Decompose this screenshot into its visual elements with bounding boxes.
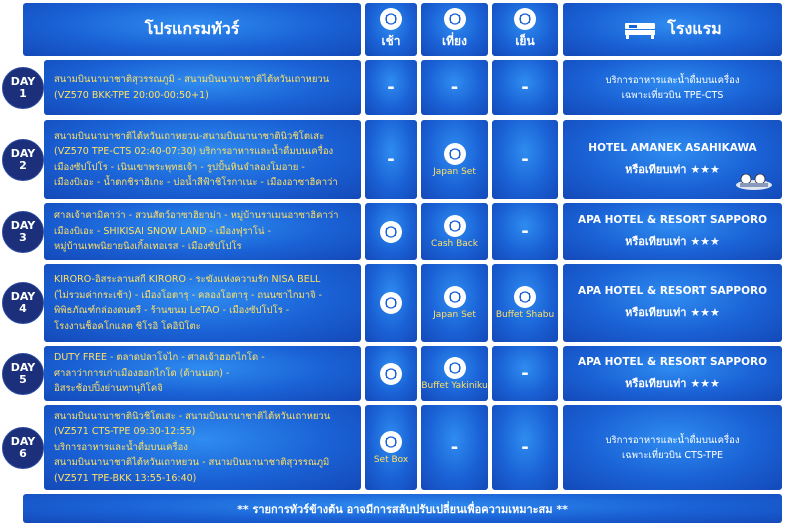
program-line: DUTY FREE - ตลาดปลาโจไก - ศาลเจ้าฮอกไกโด - [54, 352, 265, 364]
plate-cutlery-icon [444, 215, 466, 237]
program-line: (VZ571 TPE-BKK 13:55-16:40) [54, 472, 197, 484]
program-line: สนามบินนานาชาติสุวรรณภูมิ - สนามบินนานาชาติไต้หวันเถาหยวน [54, 74, 330, 85]
program-line: (VZ571 CTS-TPE 09:30-12:55) [54, 426, 196, 438]
header-program-label: โปรแกรมทัวร์ [144, 19, 240, 38]
meal-dinner [492, 60, 558, 115]
meal-caption: Buffet Yakiniku [421, 380, 488, 391]
meal-none: - [450, 437, 459, 458]
meal-lunch [421, 60, 488, 115]
plate-cutlery-icon [444, 143, 466, 165]
program-cell [44, 120, 361, 199]
program-line: สนามบินนานาชาติไต้หวันเถาหยวน - สนามบินนานาชาติสุวรรณภูมิ [54, 457, 330, 469]
program-line: หมู่บ้านเทพนิยายนิงเกิ้ลเทอเรส - เมืองซัปโปโร [54, 241, 242, 253]
meal-caption: Japan Set [433, 310, 476, 320]
program-line: (VZ570 TPE-CTS 02:40-07:30) บริการอาหารและน้ำดื่มบนเครื่อง [54, 146, 334, 157]
hotel-stars: หรือเทียบเท่า ★★★ [625, 234, 720, 248]
header-dinner [492, 3, 558, 56]
day-label: DAY [10, 74, 36, 88]
header-breakfast [365, 3, 417, 56]
meal-breakfast [365, 405, 417, 490]
day-label: DAY [10, 360, 36, 374]
meal-lunch [421, 203, 488, 260]
plate-cutlery-icon [444, 286, 466, 308]
day-number: 2 [19, 158, 27, 172]
program-line: พิพิธภัณฑ์กล่องดนตรี - ร้านขนม LeTAO - เมืองซัปโปโร - [54, 305, 290, 316]
day-badge [2, 427, 44, 469]
day-number: 5 [19, 372, 27, 386]
hotel-cell [563, 120, 782, 199]
plate-cutlery-icon [380, 8, 402, 30]
program-cell [44, 264, 361, 342]
hotel-name: APA HOTEL & RESORT SAPPORO [577, 355, 768, 368]
meal-dinner [492, 405, 558, 490]
meal-breakfast [365, 346, 417, 401]
day-number: 1 [19, 86, 27, 100]
header-program [23, 3, 361, 56]
program-line: สนามบินนานาชาตินิวชิโตเสะ - สนามบินนานาชาติไต้หวันเถาหยวน [54, 410, 331, 422]
hotel-stars: หรือเทียบเท่า ★★★ [625, 306, 720, 319]
meal-dinner [492, 203, 558, 260]
hotel-name: HOTEL AMANEK ASAHIKAWA [588, 141, 757, 154]
meal-caption: Japan Set [433, 166, 476, 177]
meal-lunch [421, 405, 488, 490]
meal-dinner [492, 264, 558, 342]
hotel-note: บริการอาหารและน้ำดื่มบนเครื่อง [605, 74, 740, 86]
program-line: เมืองซัปโปโร - เนินเขาพระพุทธเจ้า - รูปปั้นหินจำลองโมอาย - [54, 161, 305, 173]
day-badge [2, 67, 44, 109]
day-badge [2, 139, 44, 181]
hotel-name: APA HOTEL & RESORT SAPPORO [577, 285, 768, 297]
meal-caption: Buffet Shabu [495, 310, 555, 320]
program-line: เมืองบิเอะ - น้ำตกชิราฮิเกะ - บ่อน้ำสีฟ้าชิโรกาเนะ - เมืองอาซาฮิคาว่า [54, 177, 338, 188]
meal-breakfast [365, 203, 417, 260]
program-line: บริการอาหารและน้ำดื่มบนเครื่อง [54, 441, 188, 453]
meal-breakfast [365, 120, 417, 199]
program-cell [44, 346, 361, 401]
meal-none: - [387, 77, 395, 98]
hotel-stars: หรือเทียบเท่า ★★★ [625, 162, 720, 176]
meal-none: - [521, 221, 529, 242]
program-line: ศาลเจ้าคามิคาว่า - สวนสัตว์อาซาฮิยาม่า - หมู่บ้านราเมนอาซาฮิคาว่า [54, 210, 339, 222]
plate-cutlery-icon [444, 357, 466, 379]
header-hotel [563, 3, 782, 56]
day-number: 4 [19, 302, 27, 315]
footer-note [23, 494, 782, 523]
hotel-cell [563, 60, 782, 115]
program-line: สนามบินนานาชาติไต้หวันเถาหยวน-สนามบินนานาชาตินิวชิโตเสะ [54, 130, 325, 142]
meal-none: - [521, 149, 529, 170]
hot-spring-mascot-icon [734, 169, 774, 195]
hotel-cell [563, 346, 782, 401]
hotel-note: เฉพาะเที่ยวบิน TPE-CTS [621, 89, 724, 101]
hotel-name: APA HOTEL & RESORT SAPPORO [577, 213, 768, 226]
day-label: DAY [10, 218, 36, 232]
plate-cutlery-icon [380, 363, 402, 385]
day-number: 6 [19, 446, 27, 460]
meal-dinner [492, 346, 558, 401]
meal-breakfast [365, 264, 417, 342]
day-number: 3 [19, 230, 27, 244]
meal-none: - [450, 77, 459, 98]
header-breakfast-label: เช้า [381, 34, 401, 48]
header-lunch-label: เที่ยง [442, 34, 467, 48]
hotel-note: บริการอาหารและน้ำดื่มบนเครื่อง [605, 434, 740, 446]
day-label: DAY [10, 434, 36, 448]
program-line: (ไม่รวมค่ากระเช้า) - เมืองโอตารุ - คลองโอตารุ - ถนนซาไกมาจิ - [54, 289, 323, 301]
day-label: DAY [10, 290, 36, 303]
meal-dinner [492, 120, 558, 199]
program-line: (VZ570 BKK-TPE 20:00-00:50+1) [54, 89, 209, 101]
program-line: โรงงานช็อคโกแลต ชิโรอิ โคอิบิโตะ [54, 320, 201, 332]
program-cell [44, 203, 361, 260]
bed-icon [623, 19, 657, 41]
meal-none: - [521, 77, 529, 98]
plate-cutlery-icon [380, 431, 402, 453]
footer-text: ** รายการทัวร์ข้างต้น อาจมีการสลับปรับเปลี่ยนเพื่อความเหมาะสม ** [237, 502, 568, 516]
meal-caption: Set Box [373, 454, 409, 465]
program-line: ศาลาว่าการเก่าเมืองฮอกไกโด (ด้านนอก) - [54, 367, 230, 379]
day-badge [2, 282, 44, 324]
day-badge [2, 353, 44, 395]
header-lunch [421, 3, 488, 56]
meal-lunch [421, 264, 488, 342]
hotel-cell [563, 405, 782, 490]
day-badge [2, 211, 44, 253]
header-dinner-label: เย็น [515, 34, 535, 48]
hotel-note: เฉพาะเที่ยวบิน CTS-TPE [622, 449, 723, 461]
day-label: DAY [10, 146, 36, 160]
plate-cutlery-icon [514, 8, 536, 30]
program-line: KIRORO-อิสระลานสกี KIRORO - ระฆังแห่งความรัก NISA BELL [54, 274, 321, 285]
header-hotel-label: โรงแรม [667, 19, 722, 38]
plate-cutlery-icon [514, 286, 536, 308]
program-cell [44, 60, 361, 115]
program-cell [44, 405, 361, 490]
meal-none: - [521, 437, 529, 458]
program-line: เมืองบิเอะ - SHIKISAI SNOW LAND - เมืองฟุราโน่ - [54, 225, 271, 237]
hotel-cell [563, 203, 782, 260]
plate-cutlery-icon [380, 221, 402, 243]
hotel-cell [563, 264, 782, 342]
plate-cutlery-icon [380, 292, 402, 314]
meal-lunch [421, 346, 488, 401]
meal-none: - [521, 363, 529, 384]
meal-caption: Cash Back [431, 238, 478, 249]
plate-cutlery-icon [444, 8, 466, 30]
meal-none: - [387, 149, 395, 170]
program-line: อิสระช้อปปิ้งย่านทานุกิโคจิ [54, 383, 163, 395]
meal-lunch [421, 120, 488, 199]
meal-breakfast [365, 60, 417, 115]
hotel-stars: หรือเทียบเท่า ★★★ [625, 376, 720, 390]
